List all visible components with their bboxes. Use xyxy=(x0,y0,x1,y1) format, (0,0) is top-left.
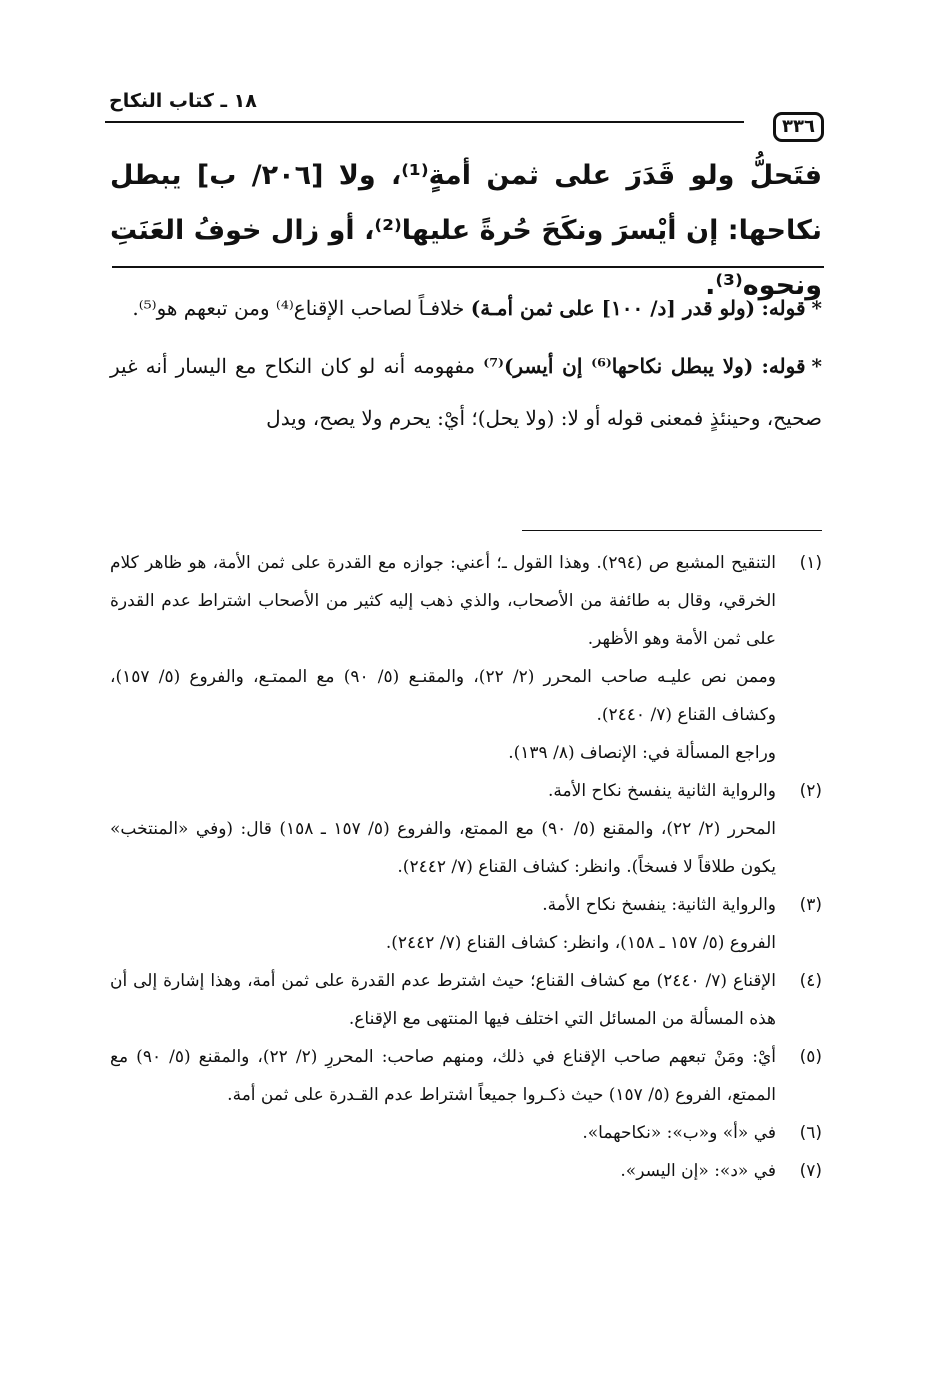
footnote xyxy=(110,1152,822,1190)
commentary-lead: قوله: xyxy=(761,296,806,320)
footnote-number: (٧) xyxy=(799,1161,822,1181)
commentary-paragraph xyxy=(110,340,822,444)
footnotes xyxy=(110,544,822,1190)
footnote-number: (٦) xyxy=(799,1123,822,1143)
footnote-number: (١) xyxy=(799,553,822,573)
footnote-text: الفروع (٥/ ١٥٧ ـ ١٥٨)، وانظر: كشاف القناع (٧/ ٢٤٤٢). xyxy=(385,933,776,953)
footnote-text: المحرر (٢/ ٢٢)، والمقنع (٥/ ٩٠) مع الممتع، والفروع (٥/ ١٥٧ ـ ١٥٨) قال: (وفي «المنتخب» يكون طلاقاً لا فسخاً). وانظر: كشاف القناع (٧/ ٢٤٤٢). xyxy=(110,819,777,877)
commentary-paragraph xyxy=(110,282,822,334)
matn-text: فتَحلُّ ولو قَدَرَ على ثمن أمةٍ⁽¹⁾، ولا [٢٠٦/ ب] يبطل نكاحها: إن أيْسرَ ونكَحَ حُرةً عليها⁽²⁾، أو زال خوفُ العَنَتِ ونحوه⁽³⁾. xyxy=(110,160,822,301)
footnote-text: والرواية الثانية: ينفسخ نكاح الأمة. xyxy=(542,895,776,915)
commentary-text: مفهومه أنه لو كان النكاح مع اليسار أنه غير صحيح، وحينئذٍ فمعنى قوله أو لا: (ولا يحل)؛ أيْ: يحرم ولا يصح، ويدل xyxy=(110,354,822,430)
footnote xyxy=(110,1038,822,1114)
footnote xyxy=(110,772,822,886)
footnote-number: (٤) xyxy=(799,971,822,991)
footnote-number: (٥) xyxy=(799,1047,822,1067)
footnote-text: التنقيح المشبع ص (٢٩٤). وهذا القول ـ؛ أعني: جوازه مع القدرة على ثمن الأمة، هو ظاهر كلام الخرقي، وقال به طائفة من الأصحاب، والذي ذهب إليه كثير من الأصحاب اشتراط عدم القدرة على ثمن الأمة وهو الأظهر. xyxy=(110,553,776,649)
footnote-text: في «د»: «إن اليسر». xyxy=(620,1161,776,1181)
footnote xyxy=(110,1114,822,1152)
footnote xyxy=(110,962,822,1038)
header-rule xyxy=(105,121,744,123)
matn-divider xyxy=(112,266,824,268)
commentary-lemma: (ولو قدر [د/ ١٠٠] على ثمن أمـة) xyxy=(470,296,756,320)
chapter-title: ١٨ ـ كتاب النكاح xyxy=(109,90,257,112)
footnote-text: الإقناع (٧/ ٢٤٤٠) مع كشاف القناع؛ حيث اشترط عدم القدرة على ثمن أمة، وهذا إشارة إلى أن هذه المسألة من المسائل التي اختلف فيها المنتهى مع الإقناع. xyxy=(110,971,776,1029)
footnote-text: في «أ» و«ب»: «نكاحهما». xyxy=(582,1123,776,1143)
star-marker: * xyxy=(811,296,822,320)
commentary-text: خلافـاً لصاحب الإقناع⁽⁴⁾ ومن تبعهم هو⁽⁵⁾. xyxy=(132,296,465,320)
footnote-text: وممن نص عليـه صاحب المحرر (٢/ ٢٢)، والمقنـع (٥/ ٩٠) مع الممتـع، والفروع (٥/ ١٥٧)، وكشاف القناع (٧/ ٢٤٤٠). xyxy=(110,667,776,725)
footnote-text: والرواية الثانية ينفسخ نكاح الأمة. xyxy=(548,781,776,801)
footnote xyxy=(110,544,822,772)
commentary xyxy=(110,282,822,450)
footnote-text: وراجع المسألة في: الإنصاف (٨/ ١٣٩). xyxy=(508,743,776,763)
footnote-number: (٢) xyxy=(799,781,822,801)
commentary-lead: قوله: xyxy=(761,354,806,378)
commentary-lemma: (ولا يبطل نكاحها⁽⁶⁾ إن أيسر)⁽⁷⁾ xyxy=(483,354,754,378)
footnote-text: أيْ: ومَنْ تبعهم صاحب الإقناع في ذلك، ومنهم صاحب: المحررِ (٢/ ٢٢)، والمقنع (٥/ ٩٠) مع الممتع، الفروع (٥/ ١٥٧) حيث ذكـروا جميعاً اشتراط عدم القـدرة على ثمن أمة. xyxy=(110,1047,776,1105)
footnote-number: (٣) xyxy=(799,895,822,915)
page-header xyxy=(105,80,824,137)
footnote-divider xyxy=(522,530,822,531)
star-marker: * xyxy=(811,354,822,378)
footnote xyxy=(110,886,822,962)
page-number: ٣٣٦ xyxy=(773,112,824,142)
